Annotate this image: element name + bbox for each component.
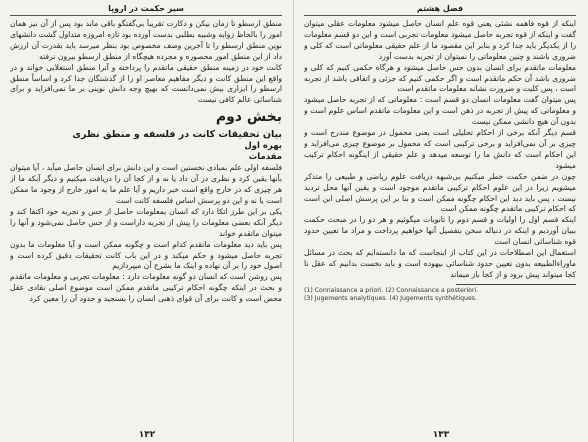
- footnotes: [304, 287, 576, 303]
- subsection-heading: بیان تحقیقات کانت در فلسفه و منطق نظری: [72, 129, 282, 141]
- paragraph: اینکه قسم اول را اولیات و قسم دوم را ثانویات میگوئیم و هر دو را در مبحث حکمت ببیان آوردیم و اینکه در دنباله سخن بتفصیل آنها خواهیم پرداخت و مراد ما تعیین حدود قوه شناسائی انسان است: [304, 215, 576, 247]
- footnote-rule: [456, 284, 576, 285]
- right-body: [304, 19, 576, 281]
- running-head: سیر حکمت در اروپا: [10, 4, 282, 16]
- paragraph: قسم دیگر آنکه برخی از احکام تحلیلی است یعنی محمول در موضوع مندرج است و چیزی بر آن نمی‌افزاید و برخی ترکیبی است که محمول بر موضوع چیزی می‌افزاید و این احکام است که دانش ما را توسعه میدهد و علم حقیقی از اینگونه احکام ترکیب میشود: [304, 128, 576, 170]
- paragraph: یکی بر این طرز اتکا دارد که انسان بمعلومات حاصل از حس و تجربه خود اکتفا کند و دیگر آنکه بعضی معلومات را پیش از تجربه داراست و از حس حاصل نمی‌شود و آنها را میتوان ماتقدم خواند: [10, 206, 282, 238]
- paragraph: معلومات ماتقدم برای انسان بدون حس حاصل میشود و هرگاه حکمی کنیم که کلی و ضروری باشد آن حکم ماتقدم است و اگر حکمی کنیم که جزئی و اتفاقی باشد از تجربه است ، پس کلیت و ضرورت نشانه معلومات ماتقدم است: [304, 62, 576, 94]
- paragraph: چون در ضمن حکمت خطر میکنیم بی‌شبهه دریافت علوم ریاضی و طبیعی را متذکر میشویم زیرا در این علوم احکام ترکیبی ماتقدم موجود است و یقین آنها محل تردید نیست ، پس باید دید این احکام چگونه ممکن است و بنا بر این پرسش اصلی این است که احکام ترکیبی ماتقدم چگونه ممکن است: [304, 171, 576, 214]
- running-head: فصل هشتم: [304, 4, 576, 16]
- page-number: ١٣٣: [432, 430, 450, 440]
- section-heading: بخش دوم: [215, 109, 282, 126]
- paragraph: پس روشن است که انسان دو گونه معلومات دارد : معلومات تجربی و معلومات ماتقدم و بحث در اینکه چگونه احکام ترکیبی ماتقدم ممکن است موضوع اصلی نقادی عقل محض است و کانت برای آن قوای ذهنی انسان را بسنجید و حدود آن را معین کرد: [10, 272, 282, 304]
- paragraph: پس میتوان گفت معلومات انسان دو قسم است : معلوماتی که از تجربه حاصل میشود و معلوماتی که پیش از تجربه در ذهن است و این معلومات ماتقدم اساس علوم است و بدون آن هیچ دانشی ممکن نیست: [304, 95, 576, 127]
- left-body: [10, 19, 282, 305]
- page-number: ١٣٢: [138, 430, 156, 440]
- paragraph: فلسفه اولی علم بمبادی نخستین است و این دانش برای انسان حاصل میآید ، آیا میتوان بآنها یقین کرد و نظری در آن داد یا نه و از کجا آن را دریافت میکنیم و دیگر آنکه ما از هر چیزی که در خارج واقع است خبر داریم و آیا علم ما به امور خارج از وجود ما ممکن است یا نه و این دو پرسش اساس فلسفه کانت است: [10, 163, 282, 205]
- right-page: [294, 0, 588, 442]
- paragraph: کانت خود در زمینه منطق حقیقی ماتقدم را پرداخته و آنرا منطق استعلایی خواند و در واقع این منطق کانت و دیگر مفاهیم معاصر او را از گذشتگان جدا کرد و اساساً منطق ارسطو را ابزاری بیش نمی‌دانست که بهیچ وجه دانش نوینی بر ما نمی‌افزاید و برای شناسائی عالم کافی نیست: [10, 62, 282, 105]
- paragraph: پس باید دید معلومات ماتقدم کدام است و چگونه ممکن است و آیا معلومات ما بدون تجربه حاصل میشود و حکم میکند و در این باب کانت تحقیقات دقیق کرده است و اصول خود را بر آن نهاده و اینک ما بشرح آن میپردازیم: [10, 239, 282, 271]
- paragraph: استعمال این اصطلاحات در این کتاب از اینجاست که ما دانسته‌ایم که بحث در مسائل ماوراءالطبیعه بدون تعیین حدود شناسائی بیهوده است و باید نخست بدانیم که عقل تا کجا میتواند پیش برود و از کجا باز میماند: [304, 248, 576, 279]
- part-subheading: مقدمات: [248, 152, 282, 163]
- part-heading: بهره اول: [244, 141, 282, 152]
- footnote: (1) Connaissance a priori. (2) Connaissance a posteriori.: [304, 286, 479, 294]
- paragraph: اینکه از قوه فاهمه نشئی یعنی قوه علم انسان حاصل میشود معلومات عقلی میتوان گفت و اینکه از قوه تجربه حاصل میشود معلومات تجربی است و این دو قسم معلومات را از یکدیگر باید جدا کرد و بنابر این مقصود ما از علم حقیقی معلوماتی است که کلی و ضروری باشند و چنین معلوماتی را نمیتوان از تجربه بدست آورد: [304, 19, 576, 61]
- footnote: (3) Jugements analytiques. (4) Jugements synthétiques.: [304, 294, 477, 302]
- paragraph: منطق ارسطو تا زمان بیکن و دکارت تقریباً بی‌گفتگو باقی ماند بود پس از آن نیز همان امور را بالحاظ زوایه وشبیه بطلبی بدست آورده بود تازه امروزه متداول گشت دانشهای نوین منطق ارسطو را تا آخرین وصف مخصوص بود بنظر میرسد باید بقدرت آن ارزش داد از این منطق امور محصوره و مجرده هیچگاه از منطق ارسطو بیرون نرفته: [10, 19, 282, 61]
